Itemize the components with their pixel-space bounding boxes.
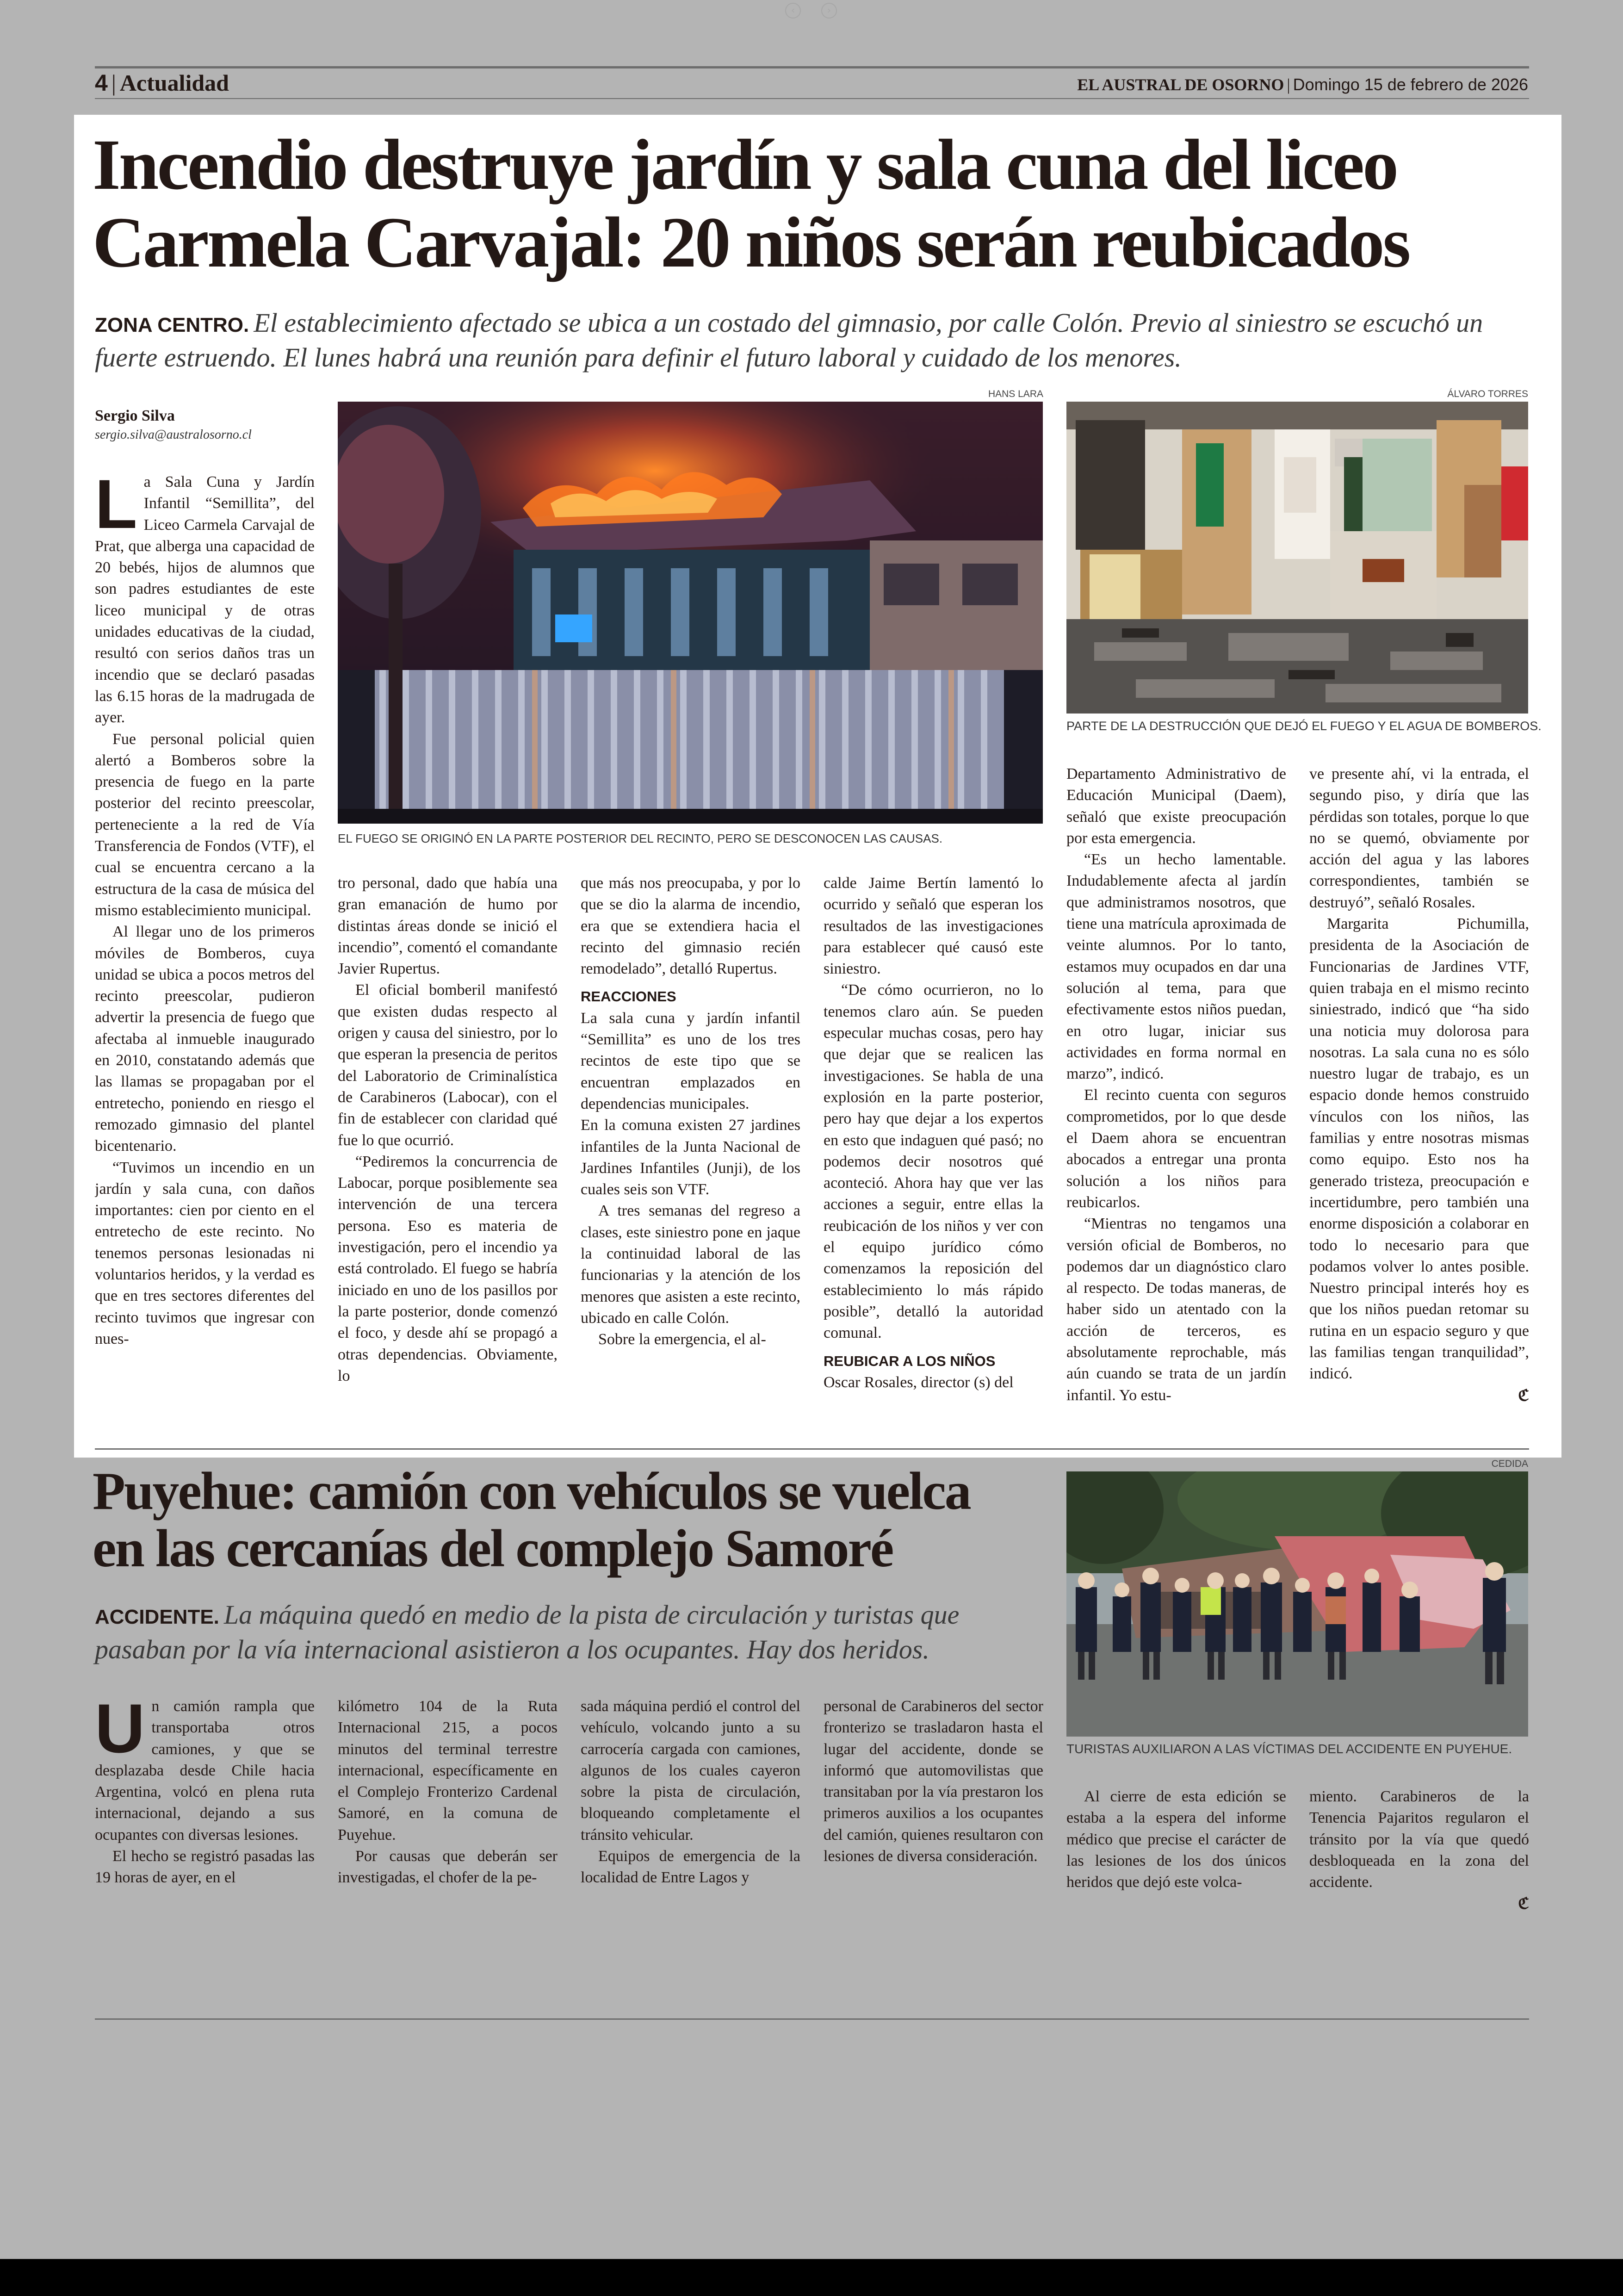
article1-col5-p1: Departamento Administrativo de Educación Municipal (Daem), señaló que existe preocupación por esta emergencia.: [1066, 765, 1286, 847]
prev-page-control[interactable]: [785, 3, 801, 19]
article2-col2-p2: Por causas que deberán ser investigadas, el chofer de la pe-: [338, 1848, 558, 1886]
article1-headline: [93, 124, 1550, 282]
article2-headline-line2: en las cercanías del complejo Samoré: [93, 1519, 893, 1578]
article1-col3-p2: La sala cuna y jardín infantil “Semillita” es uno de los tres recintos de este tipo que se encuentran emplazados en dependencias municipales.: [581, 1009, 800, 1112]
article1-lead-tag: ZONA CENTRO.: [95, 314, 249, 336]
article1-end-mark: ℭ: [1518, 1386, 1529, 1404]
article1-subhead-reubicar: REUBICAR A LOS NIÑOS: [824, 1353, 996, 1369]
article1-lead: [95, 307, 1552, 374]
article1-column-3: [581, 873, 800, 1437]
next-page-control[interactable]: [821, 3, 837, 19]
article1-drop-cap: L: [95, 472, 137, 543]
article1-col1-p4: “Tuvimos un incendio en un jardín y sala cuna, con daños importantes: cien por ciento en el entretecho de este recinto. No tenemos personas lesionadas ni voluntarios heridos, y la verdad es que en tres sectores diferentes del recinto tuvimos que ingresar con nues-: [95, 1159, 315, 1347]
article2-column-4: [824, 1696, 1043, 1918]
article1-col2-p1: tro personal, dado que había una gran emanación de humo por distintas áreas donde se inició el incendio”, comentó el comandante Javier Rupertus.: [338, 875, 558, 978]
photo3-credit: CEDIDA: [1491, 1458, 1528, 1469]
publication-date: Domingo 15 de febrero de 2026: [1293, 75, 1528, 94]
chevron-right-icon: ›: [827, 5, 831, 16]
article2-col4-p1: personal de Carabineros del sector fronterizo se trasladaron hasta el lugar del accidente, donde se informó que automovilistas que transitaban por la vía prestaron los primeros auxilios a los ocupantes del camión, quienes resultaron con lesiones de diversa consideración.: [824, 1698, 1043, 1865]
newspaper-name: EL AUSTRAL DE OSORNO: [1077, 75, 1284, 94]
article1-col4-p1: calde Jaime Bertín lamentó lo ocurrido y señaló que esperan los resultados de las investigaciones para establecer qué causó este siniestro.: [824, 875, 1043, 978]
article-divider-rule: [95, 1448, 1529, 1450]
accident-photo-image: [1066, 1471, 1528, 1737]
page-number: 4: [95, 70, 108, 96]
masthead-separator: |: [1287, 75, 1290, 94]
article2-column-1: [95, 1696, 315, 1918]
masthead-info: [1077, 75, 1528, 94]
article1-column-1: [95, 472, 315, 1434]
article2-col1-p1: n camión rampla que transportaba otros camiones, y que se desplazaba desde Chile hacia Argentina, volcó en plena ruta internacional, dejando a sus ocupantes con diversas lesiones.: [95, 1698, 315, 1843]
page-bottom-rule: [95, 2018, 1529, 2020]
byline-email[interactable]: sergio.silva@australosorno.cl: [95, 428, 252, 442]
article1-headline-line2: Carmela Carvajal: 20 niños serán reubicados: [93, 202, 1409, 282]
article1-column-5: [1066, 763, 1286, 1437]
article2-lead-line1: La máquina quedó en medio de la pista de circulación y turistas que: [223, 1600, 960, 1630]
byline-author: Sergio Silva: [95, 407, 175, 424]
article1-col1-p2: Fue personal policial quien alertó a Bomberos sobre la presencia de fuego en la parte posterior del recinto preescolar, perteneciente a la red de Vía Transferencia de Fondos (VTF), el cual se encuentra cercano a la estructura de la casa de música del mismo establecimiento municipal.: [95, 730, 315, 919]
section-name: Actualidad: [119, 70, 229, 96]
article1-lead-line2: fuerte estruendo. El lunes habrá una reunión para definir el futuro laboral y cuidado de los menores.: [95, 342, 1182, 372]
header-top-rule: [95, 66, 1529, 68]
article1-column-6: [1309, 763, 1529, 1437]
article2-col3-p2: Equipos de emergencia de la localidad de Entre Lagos y: [581, 1848, 800, 1886]
article1-col5-p4: “Mientras no tengamos una versión oficial de Bomberos, no podemos dar un diagnóstico claro al respecto. De todas maneras, de haber sido un atentado con la acción de terceros, es absolutamente reprochable, más aún cuando se trata de un jardín infantil. Yo estu-: [1066, 1215, 1286, 1404]
article1-col1-p3: Al llegar uno de los primeros móviles de Bomberos, cuya unidad se ubica a pocos metros del recinto preescolar, pudieron advertir la presencia de fuego que afectaba al inmueble inaugurado en 2010, constatando además que las llamas se propagaban por el entretecho, poniendo en riesgo el remozado gimnasio del plantel bicentenario.: [95, 923, 315, 1155]
article1-subhead-reacciones: REACCIONES: [581, 988, 676, 1005]
accident-photo: [1066, 1471, 1528, 1737]
destruction-photo-image: [1066, 402, 1528, 714]
article1-col5-p2: “Es un hecho lamentable. Indudablemente afecta al jardín que administramos nosotros, que tiene una matrícula aproximada de veinte alumnos. Por lo tanto, estamos muy ocupados en dar una solución al tema, para que efectivamente estos niños puedan, en otro lugar, iniciar sus actividades en forma normal en marzo”, indicó.: [1066, 851, 1286, 1083]
article2-lead-line2: pasaban por la vía internacional asistieron a los ocupantes. Hay dos heridos.: [95, 1634, 929, 1664]
photo2-caption: PARTE DE LA DESTRUCCIÓN QUE DEJÓ EL FUEGO Y EL AGUA DE BOMBEROS.: [1066, 719, 1542, 733]
article1-headline-line1: Incendio destruye jardín y sala cuna del liceo: [93, 124, 1397, 205]
article2-col1-p2: El hecho se registró pasadas las 19 horas de ayer, en el: [95, 1848, 315, 1886]
article1-col5-p3: El recinto cuenta con seguros comprometidos, por lo que desde el Daem ahora se encuentran abocados a entregar una pronta solución a los niños para reubicarlos.: [1066, 1086, 1286, 1211]
viewer-bottom-bar: [0, 2259, 1623, 2296]
article2-column-5: [1066, 1786, 1286, 1925]
photo3-caption: TURISTAS AUXILIARON A LAS VÍCTIMAS DEL ACCIDENTE EN PUYEHUE.: [1066, 1742, 1512, 1756]
fire-photo-image: [338, 402, 1043, 824]
article1-col3-p4: A tres semanas del regreso a clases, este siniestro pone en jaque la continuidad laboral de las funcionarias y la atención de los menores que asisten a este recinto, ubicado en calle Colón.: [581, 1202, 800, 1327]
article2-col5-p1: Al cierre de esta edición se estaba a la espera del informe médico que precise el carácter de las lesiones de los dos únicos heridos que dejó este volca-: [1066, 1788, 1286, 1891]
article1-col2-p2: El oficial bomberil manifestó que existen dudas respecto al origen y causa del siniestro, por lo que esperan la presencia de peritos del Laboratorio de Criminalística de Carabineros (Labocar), con el fin de establecer con claridad qué fue lo que ocurrió.: [338, 981, 558, 1149]
article1-col6-p1: ve presente ahí, vi la entrada, el segundo piso, y diría que las pérdidas son totales, porque lo que no se quemó, obviamente por acción del agua y las labores correspondientes, también se destruyó”, señaló Rosales.: [1309, 765, 1529, 911]
article2-column-6: [1309, 1786, 1529, 1925]
chevron-left-icon: ‹: [791, 5, 795, 16]
article2-end-mark: ℭ: [1518, 1895, 1529, 1913]
article2-lead: [95, 1599, 1057, 1666]
article1-col1-p1: a Sala Cuna y Jardín Infantil “Semillita”, del Liceo Carmela Carvajal de Prat, que alberga una capacidad de 20 bebés, hijos de alumnos que son padres estudiantes de este liceo municipal y de otras unidades educativas de la ciudad, resultó con serios daños tras un incendio que se declaró pasadas las 6.15 horas de la madrugada de ayer.: [95, 473, 315, 726]
article2-headline-line1: Puyehue: camión con vehículos se vuelca: [93, 1462, 970, 1521]
article1-col6-p2: Margarita Pichumilla, presidenta de la Asociación de Funcionarias de Jardines VTF, quien trabaja en el mismo recinto siniestrado, indicó que “ha sido una noticia muy dolorosa para nosotras. La sala cuna no es sólo nuestro lugar de trabajo, es un espacio donde hemos construido vínculos con los niños, las familias y entre nosotras mismas como equipo. Esto nos ha generado tristeza, preocupación e incertidumbre, pero también una enorme disposición a colaborar en todo lo necesario para que podamos volver lo antes posible. Nuestro principal interés hoy es que los niños puedan retomar su rutina en un espacio seguro y que las familias tengan tranquilidad”, indicó.: [1309, 915, 1529, 1383]
article2-lead-tag: ACCIDENTE.: [95, 1606, 219, 1628]
article2-col2-p1: kilómetro 104 de la Ruta Internacional 215, a pocos minutos del terminal terrestre internacional, específicamente en el Complejo Fronterizo Cardenal Samoré, en la comuna de Puyehue.: [338, 1698, 558, 1843]
destruction-photo: [1066, 402, 1528, 714]
photo1-credit: HANS LARA: [988, 389, 1043, 399]
article2-drop-cap: U: [95, 1696, 145, 1767]
article1-col3-p1: que más nos preocupaba, y por lo que se dio la alarma de incendio, era que se extendiera hacia el recinto del gimnasio recién remodelado”, detalló Rupertus.: [581, 875, 800, 978]
article1-lead-line1: El establecimiento afectado se ubica a un costado del gimnasio, por calle Colón. Previo al siniestro se escuchó un: [254, 308, 1483, 338]
section-header: [95, 69, 229, 96]
article2-headline: [93, 1464, 1064, 1576]
article2-column-3: [581, 1696, 800, 1918]
article1-col4-p3: Oscar Rosales, director (s) del: [824, 1373, 1014, 1391]
photo1-caption: EL FUEGO SE ORIGINÓ EN LA PARTE POSTERIOR DEL RECINTO, PERO SE DESCONOCEN LAS CAUSAS.: [338, 832, 943, 845]
header-separator: |: [111, 70, 116, 96]
article2-column-2: [338, 1696, 558, 1918]
photo2-credit: ÁLVARO TORRES: [1447, 389, 1528, 399]
article1-col4-p2: “De cómo ocurrieron, no lo tenemos claro aún. Se pueden especular muchas cosas, pero hay que dejar que se realicen las investigaciones. Se habla de una explosión en la parte posterior, pero hay que dejar a los expertos en esto que indaguen qué pasó; no podemos decir nosotros qué aconteció. Ahora hay que ver las acciones a seguir, entre ellas la reubicación de los niños y ver con el equipo jurídico cómo comenzamos la reposición del establecimiento lo más rápido posible”, detalló la autoridad comunal.: [824, 981, 1043, 1342]
article1-col3-p5: Sobre la emergencia, el al-: [598, 1331, 766, 1348]
article1-column-4: [824, 873, 1043, 1437]
article2-col3-p1: sada máquina perdió el control del vehículo, volcando junto a su carrocería cargada con camiones, algunos de los cuales cayeron sobre la pista de circulación, bloqueando completamente el tránsito vehicular.: [581, 1698, 800, 1843]
fire-photo: [338, 402, 1043, 824]
header-bottom-rule: [95, 98, 1529, 99]
article1-col2-p3: “Pediremos la concurrencia de Labocar, porque posiblemente sea intervención de una tercera persona. Eso es materia de investigación, pero el incendio ya está controlado. El fuego se habría iniciado en uno de los pasillos por la parte posterior, donde comenzó el foco, y desde ahí se propagó a otras dependencias. Obviamente, lo: [338, 1153, 558, 1384]
article1-column-2: [338, 873, 558, 1437]
article2-col6-p1: miento. Carabineros de la Tenencia Pajaritos regularon el tránsito por la vía que quedó desbloqueada en la zona del accidente.: [1309, 1788, 1529, 1891]
article1-col3-p3: En la comuna existen 27 jardines infantiles de la Junta Nacional de Jardines Infantiles (Junji), de los cuales seis son VTF.: [581, 1117, 800, 1198]
byline: [95, 407, 252, 442]
